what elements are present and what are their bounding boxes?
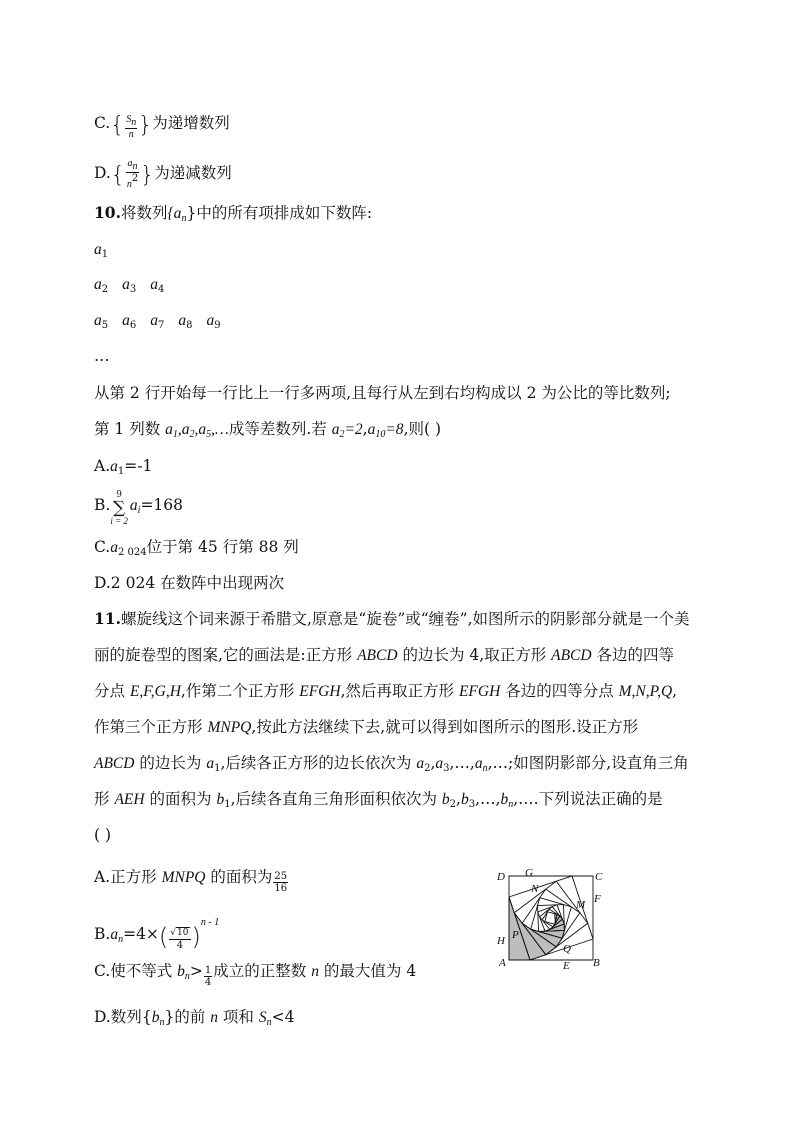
q9-option-d: D.{ $\frac{a_n}{n^2}$ }为递减数列 <box>94 158 232 190</box>
matrix-row-2 <box>94 273 178 301</box>
matrix-entry: $a_9$ <box>206 312 221 331</box>
label-G: G <box>525 867 533 879</box>
q11-stem-line4: 作第三个正方形 MNPQ,按此方法继续下去,就可以得到如图所示的图形.设正方形 <box>94 718 639 736</box>
matrix-entry: $a_1$ <box>94 241 109 260</box>
matrix-entry: $a_6$ <box>122 312 137 331</box>
matrix-entry: $a_5$ <box>94 312 109 331</box>
q11-stem-line2: 丽的旋卷型的图案,它的画法是:正方形 ABCD 的边长为 4,取正方形 ABCD 各边的四等 <box>94 646 675 664</box>
matrix-ellipsis: … <box>94 347 110 365</box>
matrix-entry: $a_2$ <box>94 276 109 295</box>
q10-rule-line2: 第 1 列数 $a_1,a_2,a_5,\dots$成等差数列.若 $a_2=2,a_{10}=8$,则( ) <box>94 420 442 440</box>
q11-option-d: D.数列$\{b_n\}$的前 n 项和 $S_n<4$ <box>94 1008 295 1028</box>
label-P: P <box>512 929 519 941</box>
q11-option-a: A.正方形 MNPQ 的面积为 $\frac{25}{16}$ <box>94 868 288 894</box>
q10-option-a: $A.a_1=-1$ <box>94 457 153 477</box>
q11-option-c: C.使不等式 $b_n>$ $\frac{1}{4}$ 成立的正整数 n 的最大值为 4 <box>94 962 417 988</box>
q10-rule-line1: 从第 2 行开始每一行比上一行多两项,且每行从左到右均构成以 2 为公比的等比数列; <box>94 384 671 402</box>
q11-answer-blank: ( ) <box>94 826 112 844</box>
fraction-25-16: $\frac{25}{16}$ <box>274 871 288 894</box>
q10-option-b: B.9 ∑ $i = 2a_i=168$ <box>94 490 184 526</box>
label-F: F <box>594 893 601 905</box>
fraction-an-over-n2: $\frac{a_n}{n^2}$ <box>126 158 139 190</box>
q11-option-b: $B.a_n=4\times$( $\frac{√10}{4}$ )$^{n - 1}$ <box>94 917 220 951</box>
summation-sign: 9 ∑ i = 2 <box>110 490 128 526</box>
q10-option-d: D.2 024 在数阵中出现两次 <box>94 574 285 592</box>
fraction-sn-over-n: $\frac{S_n}{n}$ <box>126 114 137 140</box>
label-D: D <box>497 871 505 883</box>
matrix-entry: $a_7$ <box>150 312 165 331</box>
spiral-squares-figure <box>493 866 613 974</box>
matrix-entry: $a_3$ <box>122 276 137 295</box>
matrix-entry: $a_4$ <box>150 276 165 295</box>
q9-option-c: C.{ $\frac{S_n}{n}$ }为递增数列 <box>94 113 230 140</box>
label-E: E <box>563 960 570 972</box>
label-N: N <box>531 883 539 895</box>
q11-stem-line1: 11.螺旋线这个词来源于希腊文,原意是“旋卷”或“缠卷”,如图所示的阴影部分就是一个美 <box>94 609 690 628</box>
matrix-entry: $a_8$ <box>178 312 193 331</box>
label-Q: Q <box>563 943 571 955</box>
label-H: H <box>497 935 505 947</box>
matrix-row-3 <box>94 309 235 337</box>
q10-stem: 10.将数列$\{a_n\}$中的所有项排成如下数阵: <box>94 203 373 224</box>
q11-stem-line6: 形 AEH 的面积为 $b_1$,后续各直角三角形面积依次为 $b_2,b_3,\dots,b_n,\dots$.下列说法正确的是 <box>94 790 663 810</box>
matrix-row-1 <box>94 238 122 266</box>
fraction-sqrt10-over-4: $\frac{√10}{4}$ <box>170 928 189 951</box>
q11-stem-line3: 分点 E,F,G,H,作第二个正方形 EFGH,然后再取正方形 EFGH 各边的四等分点 M,N,P,Q, <box>94 682 678 700</box>
label-M: M <box>576 899 586 911</box>
label-A: A <box>499 957 506 969</box>
q11-stem-line5: ABCD 的边长为 $a_1$,后续各正方形的边长依次为 $a_2,a_3,\dots,a_n,\dots$;如图阴影部分,设直角三角 <box>94 754 689 774</box>
label-B: B <box>593 957 600 969</box>
q10-option-c: $C.a_{2 024}$位于第 45 行第 88 列 <box>94 538 299 558</box>
label-C: C <box>595 871 603 883</box>
fraction-1-4: $\frac{1}{4}$ <box>204 965 212 988</box>
